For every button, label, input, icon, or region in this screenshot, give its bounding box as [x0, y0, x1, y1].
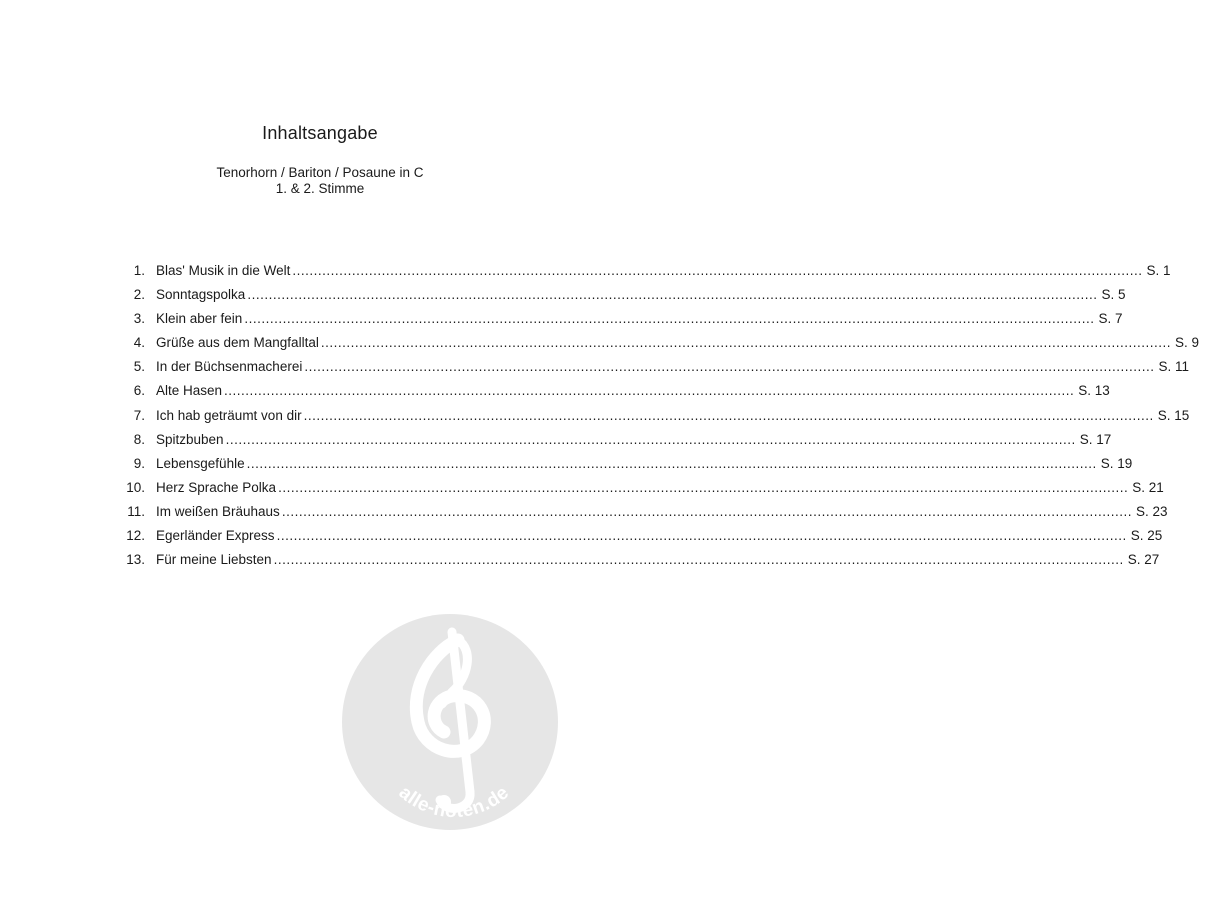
toc-entry-leader-dots: ........................................................................................................................................................................................................ — [278, 479, 1129, 495]
toc-entry-9 — [118, 455, 1133, 479]
toc-entry-11 — [118, 503, 1168, 527]
toc-entry-number: 13. — [126, 552, 145, 568]
toc-entry-leader-dots: ........................................................................................................................................................................................................ — [320, 335, 1171, 351]
toc-entry-title: Spitzbuben — [156, 431, 224, 447]
toc-entry-number: 9. — [133, 455, 145, 471]
toc-entry-title: Im weißen Bräuhaus — [156, 503, 280, 519]
toc-entry-number: 2. — [133, 287, 145, 303]
toc-entry-number: 7. — [133, 407, 145, 423]
toc-entry-title: Alte Hasen — [156, 383, 223, 399]
toc-entry-title: Blas' Musik in die Welt — [156, 263, 291, 278]
toc-entry-leader-dots: ........................................................................................................................................................................................................ — [224, 383, 1075, 399]
toc-entry-title: Sonntagspolka — [156, 287, 246, 303]
toc-entry-page: S. 19 — [1100, 455, 1133, 471]
toc-entry-leader-dots: ........................................................................................................................................................................................................ — [276, 528, 1127, 544]
toc-entry-number: 3. — [133, 311, 145, 327]
toc-entry-7 — [118, 407, 1190, 431]
toc-entry-leader-dots: ........................................................................................................................................................................................................ — [303, 407, 1154, 423]
toc-entry-page: S. 15 — [1157, 407, 1190, 423]
watermark-text: alle-noten.de — [394, 782, 514, 823]
toc-entry-leader-dots: ........................................................................................................................................................................................................ — [304, 359, 1155, 375]
toc-entry-title: Lebensgefühle — [156, 455, 245, 471]
toc-entry-leader-dots: ........................................................................................................................................................................................................ — [292, 263, 1143, 278]
toc-entry-number: 12. — [126, 528, 145, 544]
toc-entry-number: 1. — [133, 263, 145, 278]
toc-entry-number: 5. — [133, 359, 145, 375]
toc-entry-title-wrap — [156, 382, 1074, 400]
table-of-contents — [118, 262, 1199, 575]
toc-entry-page: S. 23 — [1135, 503, 1168, 519]
subtitle-instruments: Tenorhorn / Bariton / Posaune in C — [216, 165, 424, 180]
toc-entry-leader-dots: ........................................................................................................................................................................................................ — [273, 552, 1124, 568]
toc-entry-title: Ich hab geträumt von dir — [156, 407, 302, 423]
toc-entry-page: S. 11 — [1158, 359, 1190, 375]
toc-entry-title-wrap — [156, 503, 1132, 521]
toc-entry-6 — [118, 382, 1110, 406]
toc-entry-title-wrap — [156, 407, 1154, 425]
toc-entry-number: 4. — [133, 335, 145, 351]
toc-entry-title: Egerländer Express — [156, 528, 275, 544]
toc-entry-leader-dots: ........................................................................................................................................................................................................ — [244, 311, 1095, 327]
toc-entry-title: Grüße aus dem Mangfalltal — [156, 335, 319, 351]
toc-entry-title: Für meine Liebsten — [156, 552, 272, 568]
watermark-logo — [340, 612, 560, 832]
toc-entry-title: Klein aber fein — [156, 311, 243, 327]
toc-entry-page: S. 13 — [1078, 383, 1110, 399]
toc-entry-10 — [118, 479, 1164, 503]
toc-entry-1 — [118, 262, 1171, 286]
toc-entry-title-wrap — [156, 431, 1076, 449]
toc-entry-page: S. 17 — [1079, 431, 1112, 447]
toc-entry-leader-dots: ........................................................................................................................................................................................................ — [225, 431, 1076, 447]
toc-entry-number: 11. — [127, 503, 145, 519]
toc-entry-leader-dots: ........................................................................................................................................................................................................ — [281, 503, 1132, 519]
page-title: Inhaltsangabe — [262, 123, 378, 143]
toc-entry-title-wrap — [156, 334, 1171, 352]
toc-entry-3 — [118, 310, 1123, 334]
toc-entry-page: S. 25 — [1130, 528, 1163, 544]
toc-entry-title-wrap — [156, 527, 1127, 545]
toc-entry-page: S. 7 — [1098, 311, 1123, 327]
toc-entry-title-wrap — [156, 310, 1094, 328]
toc-entry-title-wrap — [156, 455, 1097, 473]
toc-entry-page: S. 1 — [1146, 263, 1171, 278]
subtitle-voices: 1. & 2. Stimme — [275, 181, 365, 196]
toc-entry-5 — [118, 358, 1190, 382]
toc-entry-page: S. 21 — [1132, 479, 1164, 495]
toc-entry-number: 6. — [133, 383, 145, 399]
toc-entry-number: 8. — [133, 431, 145, 447]
toc-entry-4 — [118, 334, 1199, 358]
toc-entry-12 — [118, 527, 1163, 551]
toc-entry-title: Herz Sprache Polka — [156, 479, 277, 495]
toc-entry-title-wrap — [156, 358, 1155, 376]
toc-entry-page: S. 27 — [1127, 552, 1160, 568]
toc-entry-title-wrap — [156, 262, 1143, 280]
toc-entry-title-wrap — [156, 479, 1128, 497]
toc-entry-title: In der Büchsenmacherei — [156, 359, 303, 375]
toc-entry-13 — [118, 551, 1160, 575]
toc-entry-page: S. 9 — [1174, 335, 1199, 351]
toc-entry-2 — [118, 286, 1126, 310]
toc-entry-8 — [118, 431, 1112, 455]
toc-entry-page: S. 5 — [1101, 287, 1126, 303]
toc-entry-number: 10. — [126, 479, 145, 495]
toc-entry-title-wrap — [156, 551, 1124, 569]
toc-entry-leader-dots: ........................................................................................................................................................................................................ — [247, 287, 1098, 303]
toc-entry-title-wrap — [156, 286, 1097, 304]
toc-entry-leader-dots: ........................................................................................................................................................................................................ — [246, 455, 1097, 471]
